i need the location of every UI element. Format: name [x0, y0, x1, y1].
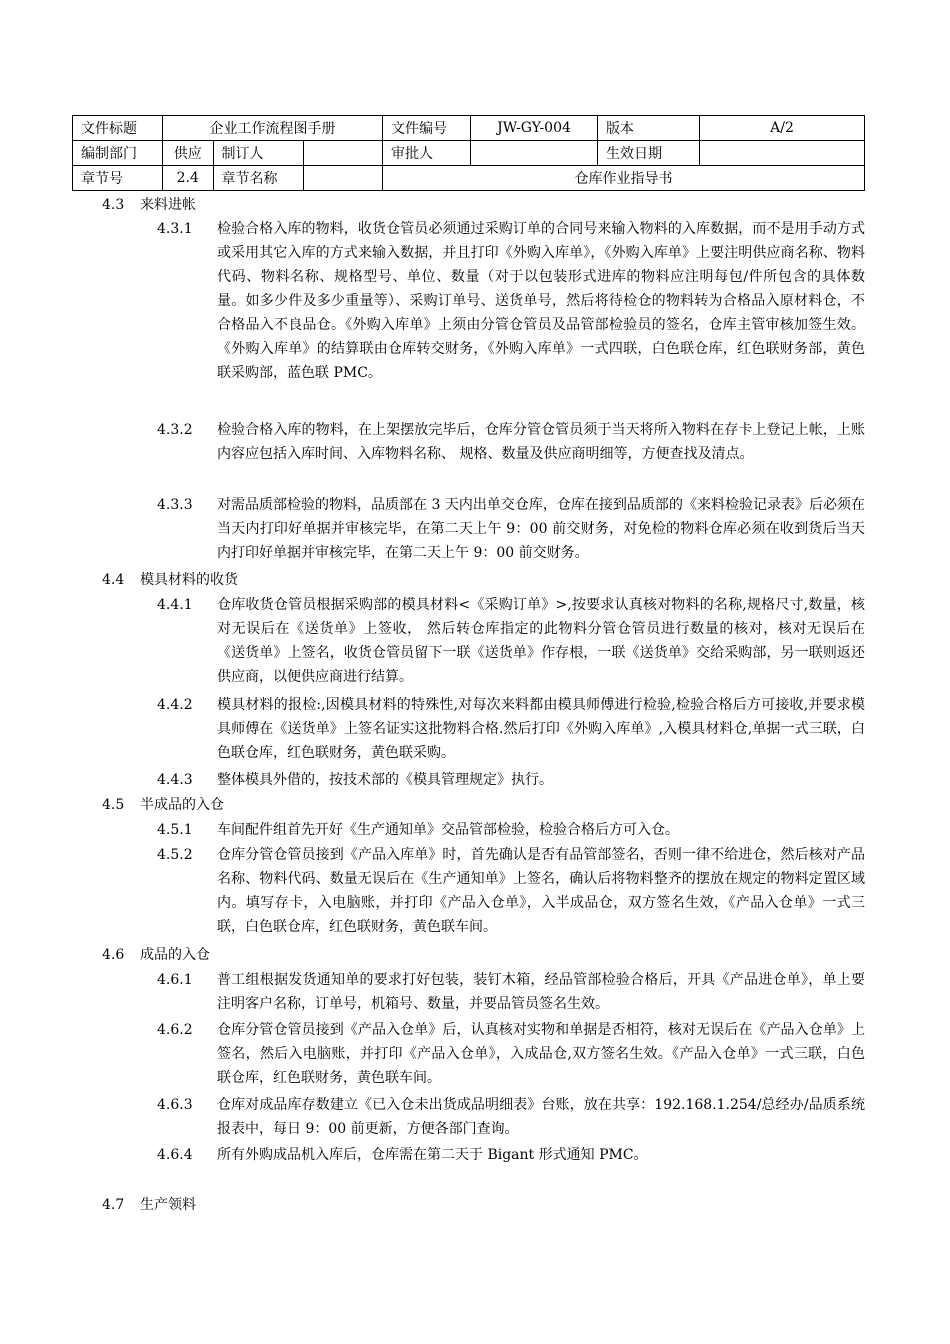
list-item: 4.6.1 普工组根据发货通知单的要求打好包装，装钉木箱，经品管部检验合格后，开具《产品进仓单》，单上要注明客户名称，订单号，机箱号、数量，并要品管员签名生效。 — [157, 972, 865, 1012]
list-item: 4.4.3 整体模具外借的，按技术部的《模具管理规定》执行。 — [157, 772, 553, 788]
label-author: 制订人 — [213, 141, 303, 165]
document-header-table — [72, 115, 865, 191]
author-value — [303, 141, 382, 165]
label-approver: 审批人 — [383, 141, 471, 166]
doc-version: A/2 — [700, 116, 865, 141]
list-item: 4.6.2 仓库分管仓管员接到《产品入仓单》后，认真核对实物和单据是否相符，核对无误后在《产品入仓单》上签名，然后入电脑账，并打印《产品入仓单》，入成品仓,双方签名生效。《产品入仓单》一式三联，白色联仓库，红色联财务，黄色联车间。 — [157, 1022, 865, 1086]
list-item: 4.4.1 仓库收货仓管员根据采购部的模具材料<《采购订单》>,按要求认真核对物料的名称,规格尺寸,数量，核对无误后在《送货单》上签收， 然后转仓库指定的此物料分管仓管员进行数量的核对，核对无误后在《送货单》上签名，收货仓管员留下一联《送货单》作存根，一联《送货单》交给采购部，另一联则返还供应商，以便供应商进行结算。 — [157, 597, 865, 685]
chapter-name-value: 仓库作业指导书 — [383, 166, 865, 191]
header-row-1 — [73, 116, 865, 141]
list-item: 4.5.2 仓库分管仓管员接到《产品入库单》时，首先确认是否有品管部签名，否则一律不给进仓，然后核对产品名称、物料代码、数量无误后在《生产通知单》上签名，确认后将物料整齐的摆放在规定的物料定置区域内。填写存卡，入电脑账，并打印《产品入仓单》，入半成品仓，双方签名生效，《产品入仓单》一式三联，白色联仓库，红色联财务，黄色联车间。 — [157, 847, 865, 935]
dept-value: 供应 — [163, 141, 213, 165]
list-item: 4.3.1 检验合格入库的物料，收货仓管员必须通过采购订单的合同号来输入物料的入库数据，而不是用手动方式或采用其它入库的方式来输入数据，并且打印《外购入库单》，《外购入库单》上要注明供应商名称、物料代码、物料名称、规格型号、单位、数量（对于以包装形式进库的物料应注明每包/件所包含的具体数量。如多少件及多少重量等）、采购订单号、送货单号，然后将待检仓的物料转为合格品入原材料仓，不合格品入不良品仓。《外购入库单》上须由分管仓管员及品管部检验员的签名，仓库主管审核加签生效。《外购入库单》的结算联由仓库转交财务，《外购入库单》一式四联，白色联仓库，红色联财务部，黄色联采购部，蓝色联 PMC。 — [157, 221, 865, 381]
list-item: 4.5.1 车间配件组首先开好《生产通知单》交品管部检验，检验合格后方可入仓。 — [157, 822, 679, 838]
label-version: 版本 — [598, 116, 700, 141]
section-heading: 4.3 来料进帐 — [102, 197, 196, 213]
list-item: 4.3.3 对需品质部检验的物料，品质部在 3 天内出单交仓库，仓库在接到品质部的《来料检验记录表》后必须在当天内打印好单据并审核完毕，在第二天上午 9：00 前交财务，对免检的物料仓库必须在收到货后当天内打印好单据并审核完毕，在第二天上午 9：00 前交财务。 — [157, 497, 865, 561]
label-effective-date: 生效日期 — [598, 141, 700, 166]
label-dept: 编制部门 — [73, 141, 163, 166]
list-item: 4.6.4 所有外购成品机入库后，仓库需在第二天于 Bigant 形式通知 PMC。 — [157, 1147, 648, 1163]
doc-title: 企业工作流程图手册 — [163, 116, 383, 141]
list-item: 4.3.2 检验合格入库的物料，在上架摆放完毕后，仓库分管仓管员须于当天将所入物料在存卡上登记上帐，上账内容应包括入库时间、入库物料名称、 规格、数量及供应商明细等，方便查找及清点。 — [157, 422, 865, 462]
doc-number: JW-GY-004 — [471, 116, 598, 141]
section-heading: 4.4 模具材料的收货 — [102, 572, 238, 588]
label-chapter-name: 章节名称 — [213, 166, 303, 190]
label-chapter-no: 章节号 — [73, 166, 163, 191]
header-row-3 — [73, 166, 865, 191]
chapter-no-value: 2.4 — [163, 166, 213, 190]
section-heading: 4.6 成品的入仓 — [102, 947, 210, 963]
label-doc-title: 文件标题 — [73, 116, 163, 141]
approver-value — [471, 141, 598, 166]
label-doc-number: 文件编号 — [383, 116, 471, 141]
header-row-2 — [73, 141, 865, 166]
list-item: 4.4.2 模具材料的报检:,因模具材料的特殊性,对每次来料都由模具师傅进行检验,检验合格后方可接收,并要求模具师傅在《送货单》上签名证实这批物料合格.然后打印《外购入库单》,入模具材料仓,单据一式三联，白色联仓库，红色联财务，黄色联采购。 — [157, 697, 865, 761]
effective-date-value — [700, 141, 865, 166]
section-heading: 4.7 生产领料 — [102, 1197, 196, 1213]
section-heading: 4.5 半成品的入仓 — [102, 797, 224, 813]
list-item: 4.6.3 仓库对成品库存数建立《已入仓未出货成品明细表》台账，放在共享：192.168.1.254/总经办/品质系统报表中，每日 9：00 前更新，方便各部门查询。 — [157, 1097, 865, 1137]
